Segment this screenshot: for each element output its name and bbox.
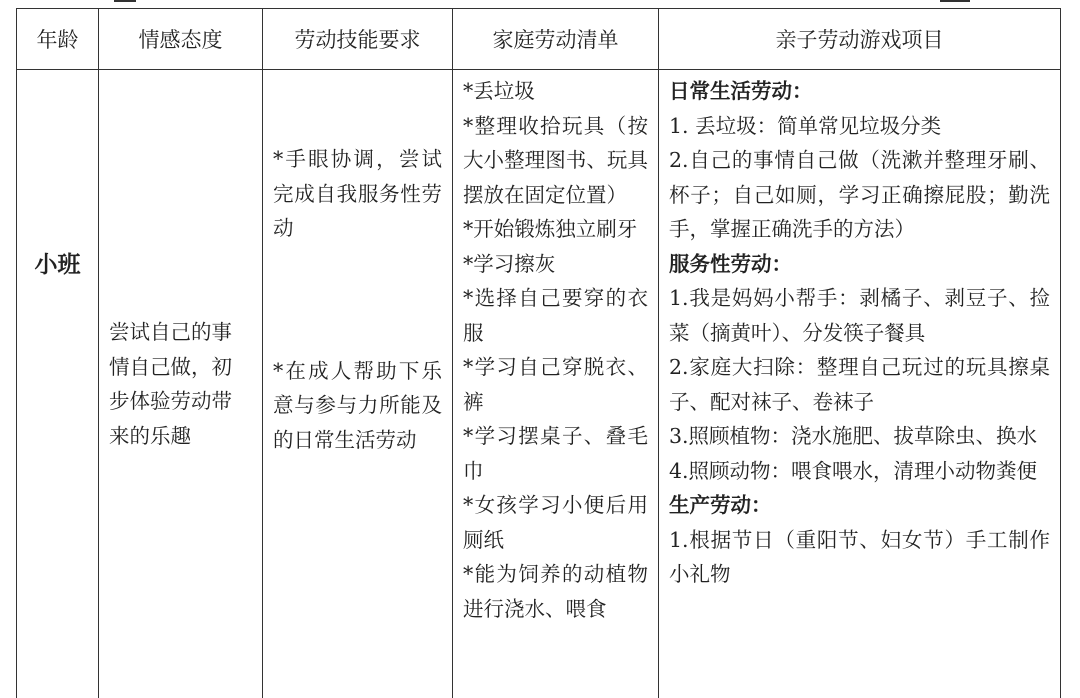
skill-item: *手眼协调，尝试完成自我服务性劳动	[273, 147, 442, 240]
header-skills: 劳动技能要求	[263, 9, 453, 70]
chore-item: *女孩学习小便后用厕纸	[463, 493, 648, 552]
table-row	[17, 70, 1061, 698]
skill-item: *在成人帮助下乐意与参与力所能及的日常生活劳动	[273, 358, 442, 452]
age-label: 小班	[34, 251, 81, 278]
labor-education-table	[16, 8, 1061, 698]
chore-item: *学习自己穿脱衣、裤	[463, 355, 648, 414]
game-item: 2.家庭大扫除：整理自己玩过的玩具擦桌子、配对袜子、卷袜子	[669, 355, 1050, 414]
chores-cell	[453, 70, 659, 698]
chore-item: *学习擦灰	[463, 251, 556, 276]
game-item: 2.自己的事情自己做（洗漱并整理牙刷、杯子；自己如厕，学习正确擦屁股；勤洗手，掌握正确洗手的方法）	[669, 148, 1050, 241]
chore-item: *学习摆桌子、叠毛巾	[463, 424, 648, 483]
previous-page-border-fragment	[114, 0, 136, 2]
header-chores: 家庭劳动清单	[453, 9, 659, 70]
chore-item: *能为饲养的动植物进行浇水、喂食	[463, 562, 648, 621]
games-cell	[659, 70, 1061, 698]
header-row	[17, 9, 1061, 70]
skills-cell	[263, 70, 453, 698]
age-cell	[17, 70, 99, 698]
game-section-title: 服务性劳动：	[669, 251, 792, 276]
game-item: 4.照顾动物：喂食喂水，清理小动物粪便	[669, 458, 1038, 483]
attitude-text: 尝试自己的事情自己做，初步体验劳动带来的乐趣	[109, 320, 232, 448]
header-games: 亲子劳动游戏项目	[659, 9, 1061, 70]
game-item: 1.根据节日（重阳节、妇女节）手工制作小礼物	[669, 527, 1050, 586]
chore-item: *选择自己要穿的衣服	[463, 286, 648, 345]
header-age: 年龄	[17, 9, 99, 70]
header-attitude: 情感态度	[99, 9, 263, 70]
game-section-title: 日常生活劳动：	[669, 79, 813, 103]
game-item: 1. 丢垃圾：简单常见垃圾分类	[669, 113, 942, 138]
chore-item: *丢垃圾	[463, 79, 535, 103]
previous-page-border-fragment	[940, 0, 970, 2]
chore-item: *整理收拾玩具（按大小整理图书、玩具摆放在固定位置）	[463, 113, 648, 207]
attitude-cell	[99, 70, 263, 698]
chore-item: *开始锻炼独立刷牙	[463, 217, 638, 241]
game-item: 3.照顾植物：浇水施肥、拔草除虫、换水	[669, 424, 1038, 448]
game-item: 1.我是妈妈小帮手：剥橘子、剥豆子、捡菜（摘黄叶）、分发筷子餐具	[669, 286, 1050, 345]
game-section-title: 生产劳动：	[669, 493, 772, 517]
